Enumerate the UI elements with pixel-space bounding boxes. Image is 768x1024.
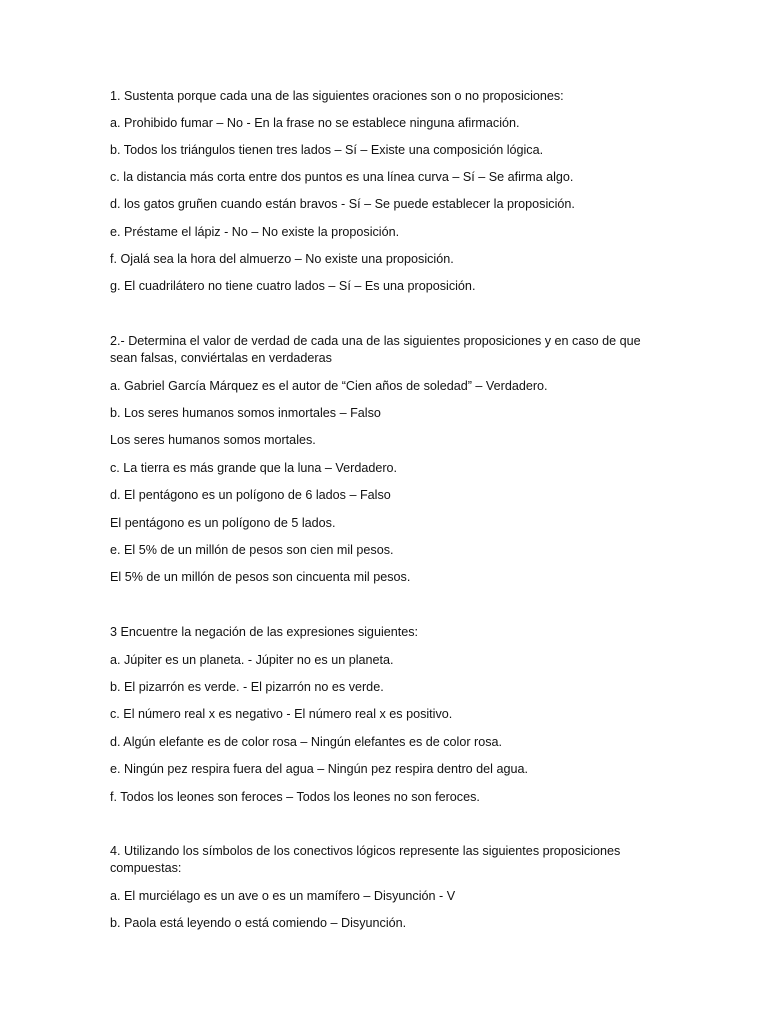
section-3-item-d: d. Algún elefante es de color rosa – Ningún elefantes es de color rosa. [110, 735, 503, 749]
section-2-item-d: d. El pentágono es un polígono de 6 lados – Falso [110, 488, 391, 502]
section-2-correction-b: Los seres humanos somos mortales. [110, 433, 316, 447]
section-4-item-a: a. El murciélago es un ave o es un mamífero – Disyunción - V [110, 889, 456, 903]
section-1-heading: 1. Sustenta porque cada una de las siguientes oraciones son o no proposiciones: [110, 89, 564, 103]
section-4-item-b: b. Paola está leyendo o está comiendo – Disyunción. [110, 916, 407, 930]
section-3-item-e: e. Ningún pez respira fuera del agua – Ningún pez respira dentro del agua. [110, 762, 528, 776]
section-1-item-f: f. Ojalá sea la hora del almuerzo – No existe una proposición. [110, 252, 454, 266]
section-1-item-e: e. Préstame el lápiz - No – No existe la proposición. [110, 225, 400, 239]
section-2-item-a: a. Gabriel García Márquez es el autor de “Cien años de soledad” – Verdadero. [110, 379, 548, 393]
section-2-heading-line-2: sean falsas, conviértalas en verdaderas [110, 351, 332, 365]
section-3-item-a: a. Júpiter es un planeta. - Júpiter no es un planeta. [110, 653, 394, 667]
section-1-item-g: g. El cuadrilátero no tiene cuatro lados – Sí – Es una proposición. [110, 279, 476, 293]
section-2-correction-e: El 5% de un millón de pesos son cincuenta mil pesos. [110, 570, 411, 584]
section-3-item-b: b. El pizarrón es verde. - El pizarrón no es verde. [110, 680, 384, 694]
section-2-item-b: b. Los seres humanos somos inmortales – Falso [110, 406, 381, 420]
section-3-item-c: c. El número real x es negativo - El número real x es positivo. [110, 707, 453, 721]
section-1-item-c: c. la distancia más corta entre dos puntos es una línea curva – Sí – Se afirma algo. [110, 170, 574, 184]
section-2-item-e: e. El 5% de un millón de pesos son cien mil pesos. [110, 543, 394, 557]
section-4-heading-line-1: 4. Utilizando los símbolos de los conectivos lógicos represente las siguientes proposiciones [110, 844, 621, 858]
section-3-item-f: f. Todos los leones son feroces – Todos los leones no son feroces. [110, 790, 480, 804]
section-1-item-b: b. Todos los triángulos tienen tres lados – Sí – Existe una composición lógica. [110, 143, 544, 157]
section-3-heading: 3 Encuentre la negación de las expresiones siguientes: [110, 625, 419, 639]
section-1-item-d: d. los gatos gruñen cuando están bravos - Sí – Se puede establecer la proposición. [110, 197, 575, 211]
section-2-item-c: c. La tierra es más grande que la luna – Verdadero. [110, 461, 398, 475]
section-2-correction-d: El pentágono es un polígono de 5 lados. [110, 516, 336, 530]
section-4-heading-line-2: compuestas: [110, 861, 182, 875]
section-1-item-a: a. Prohibido fumar – No - En la frase no se establece ninguna afirmación. [110, 116, 520, 130]
section-2-heading-line-1: 2.- Determina el valor de verdad de cada una de las siguientes proposiciones y en caso de que [110, 334, 641, 348]
